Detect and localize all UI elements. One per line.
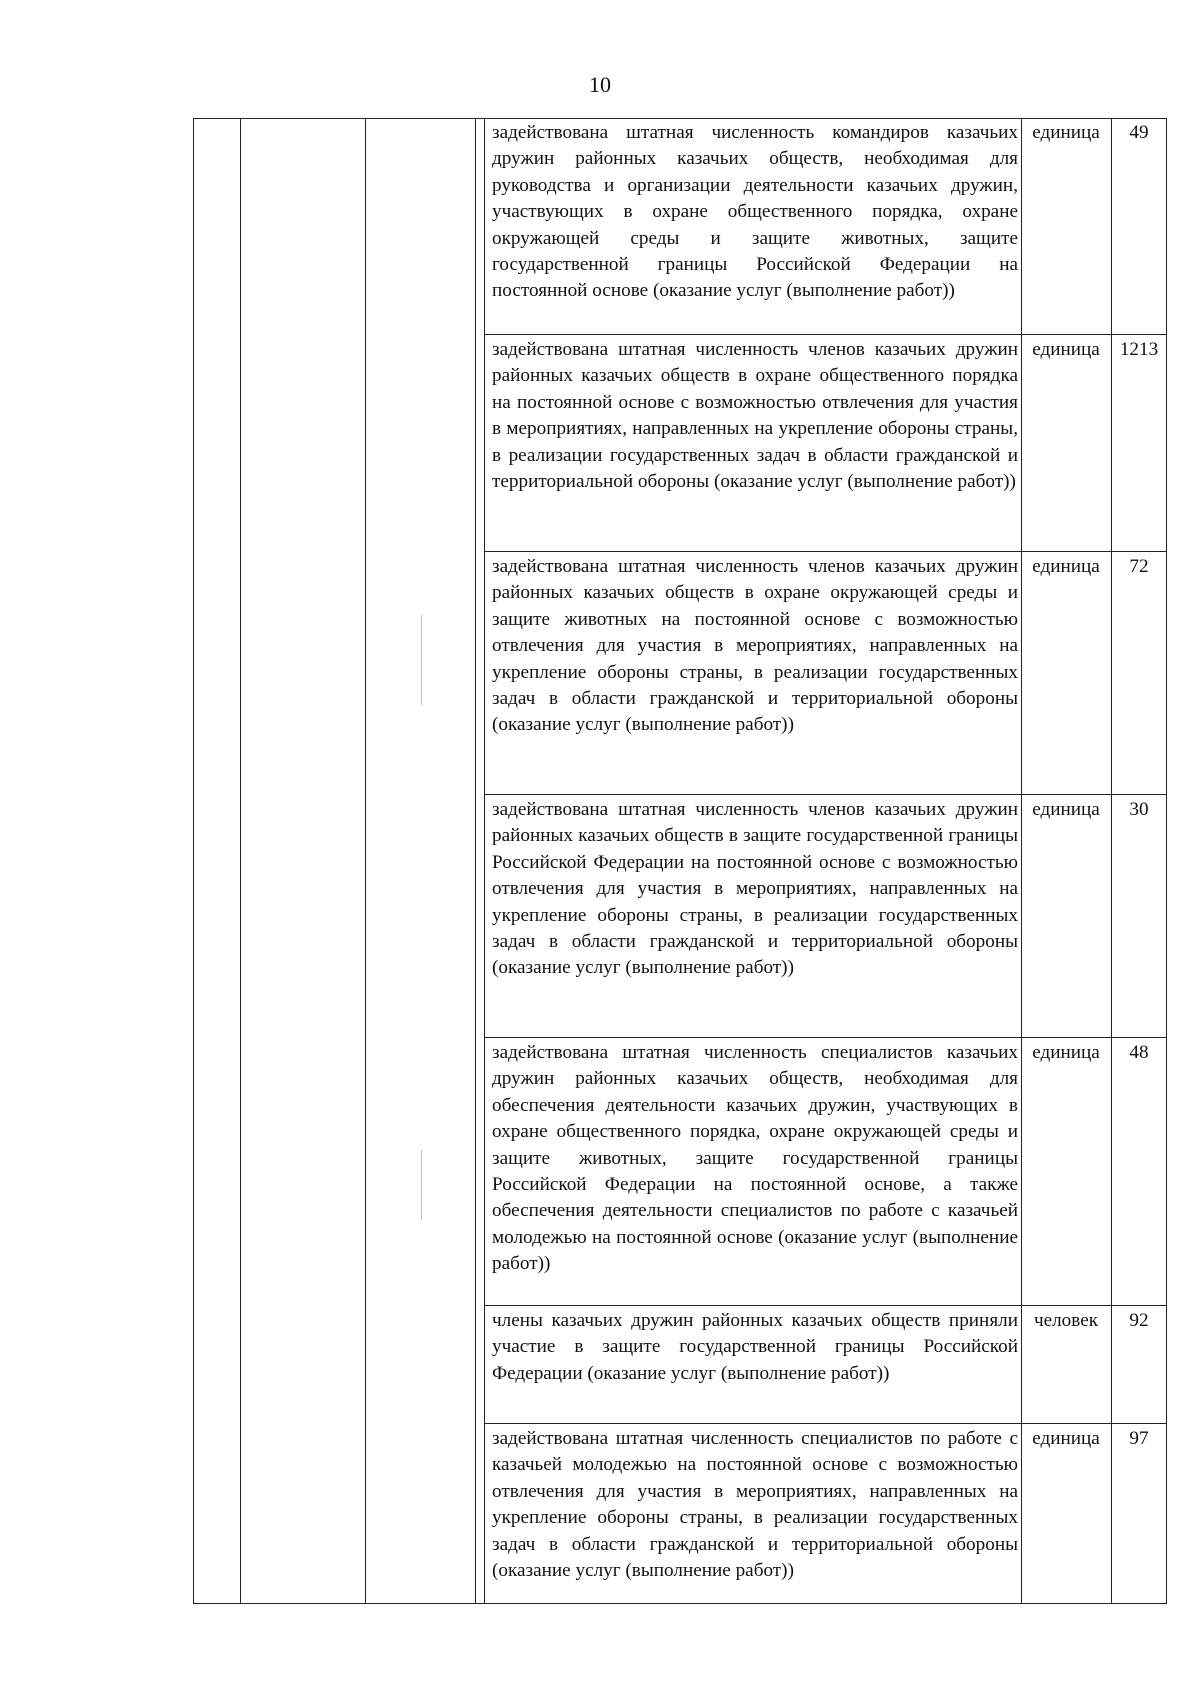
column-divider bbox=[240, 118, 241, 1604]
indicator-description: задействована штатная численность членов казачьих дружин районных казачьих обществ в охране общественного порядка на постоянной основе с возможностью отвлечения для участия в мероприятиях, направленных на укрепление обороны страны, в реализации государственных задач в области гражданской и территориальной обороны (оказание услуг (выполнение работ)) bbox=[492, 339, 1018, 493]
indicator-unit: единица bbox=[1032, 556, 1100, 577]
scan-artifact bbox=[421, 615, 422, 705]
table-row bbox=[484, 118, 1167, 334]
indicator-unit: единица bbox=[1032, 1042, 1100, 1063]
indicator-unit: единица bbox=[1032, 799, 1100, 820]
indicator-description: члены казачьих дружин районных казачьих обществ приняли участие в защите государственной границы Российской Федерации (оказание услуг (выполнение работ)) bbox=[492, 1310, 1018, 1384]
column-divider bbox=[475, 118, 476, 1604]
indicator-unit: единица bbox=[1032, 339, 1100, 360]
indicator-unit: единица bbox=[1032, 122, 1100, 143]
indicator-value: 72 bbox=[1129, 556, 1149, 577]
table-row bbox=[484, 334, 1167, 551]
indicator-value: 97 bbox=[1129, 1428, 1149, 1449]
table-row bbox=[484, 1423, 1167, 1604]
indicator-description: задействована штатная численность членов казачьих дружин районных казачьих обществ в защите государственной границы Российской Федерации на постоянной основе с возможностью отвлечения для участия в мероприятиях, направленных на укрепление обороны страны, в реализации государственных задач в области гражданской и территориальной обороны (оказание услуг (выполнение работ)) bbox=[492, 799, 1018, 979]
table-row bbox=[484, 794, 1167, 1037]
column-divider bbox=[365, 118, 366, 1604]
scan-artifact bbox=[421, 1150, 422, 1220]
indicator-value: 30 bbox=[1129, 799, 1149, 820]
indicator-description: задействована штатная численность специалистов казачьих дружин районных казачьих обществ, необходимая для обеспечения деятельности казачьих дружин, участвующих в охране общественного порядка, охране окружающей среды и защите животных, защите государственной границы Российской Федерации на постоянной основе, а также обеспечения деятельности специалистов по работе с казачьей молодежью на постоянной основе (оказание услуг (выполнение работ)) bbox=[492, 1042, 1018, 1275]
indicator-value: 92 bbox=[1129, 1310, 1149, 1331]
table-row bbox=[484, 1037, 1167, 1305]
indicator-value: 1213 bbox=[1119, 339, 1159, 360]
indicator-unit: единица bbox=[1032, 1428, 1100, 1449]
indicator-description: задействована штатная численность специалистов по работе с казачьей молодежью на постоянной основе с возможностью отвлечения для участия в мероприятиях, направленных на укрепление обороны страны, в реализации государственных задач в области гражданской и территориальной обороны (оказание услуг (выполнение работ)) bbox=[492, 1428, 1018, 1582]
table-row bbox=[484, 551, 1167, 794]
indicator-value: 49 bbox=[1129, 122, 1149, 143]
page-number: 10 bbox=[589, 72, 611, 97]
indicator-description: задействована штатная численность членов казачьих дружин районных казачьих обществ в охране окружающей среды и защите животных на постоянной основе с возможностью отвлечения для участия в мероприятиях, направленных на укрепление обороны страны, в реализации государственных задач в области гражданской и территориальной обороны (оказание услуг (выполнение работ)) bbox=[492, 556, 1018, 736]
table-row bbox=[484, 1305, 1167, 1423]
indicator-value: 48 bbox=[1129, 1042, 1149, 1063]
indicator-unit: человек bbox=[1033, 1310, 1099, 1331]
indicator-description: задействована штатная численность командиров казачьих дружин районных казачьих обществ, необходимая для руководства и организации деятельности казачьих дружин, участвующих в охране общественного порядка, охране окружающей среды и защите животных, защите государственной границы Российской Федерации на постоянной основе (оказание услуг (выполнение работ)) bbox=[492, 122, 1018, 302]
